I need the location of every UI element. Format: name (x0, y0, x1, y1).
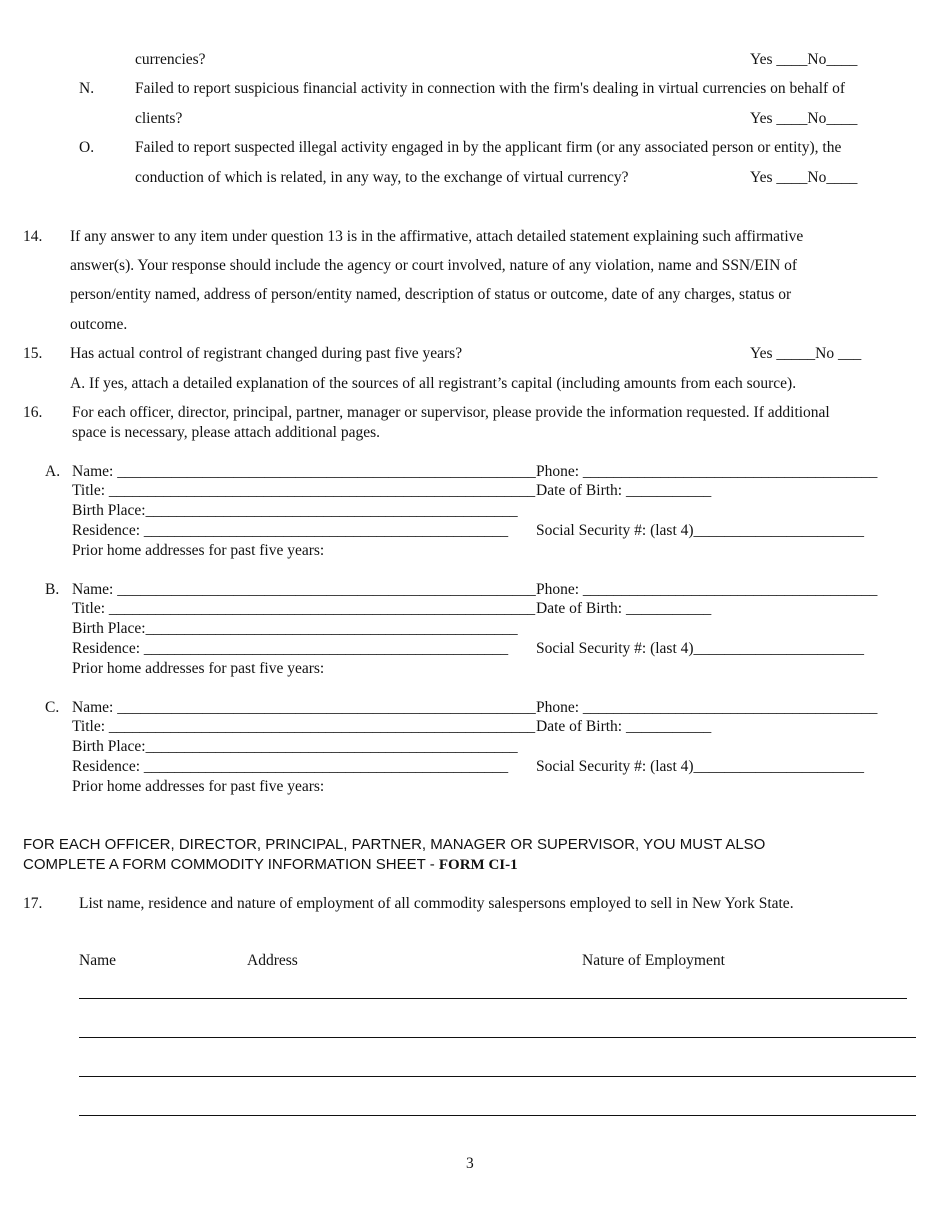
q15-number: 15. (23, 345, 43, 362)
q13n-yes-no[interactable]: Yes ____No____ (750, 110, 858, 127)
block-b-name-field[interactable]: Name: ______________________________________________________ (72, 581, 536, 598)
block-b-dob-field[interactable]: Date of Birth: ___________ (536, 600, 712, 617)
notice-line2 (23, 856, 518, 874)
q13o-yes-no[interactable]: Yes ____No____ (750, 169, 858, 186)
block-b-prior-addresses: Prior home addresses for past five years: (72, 660, 325, 677)
page-number: 3 (466, 1155, 474, 1172)
block-b-ssn-field[interactable]: Social Security #: (last 4)______________________ (536, 640, 865, 657)
q14-line: answer(s). Your response should include the agency or court involved, nature of any violation, name and SSN/EIN of (70, 257, 798, 274)
salesperson-entry-line[interactable] (79, 1115, 916, 1116)
block-c-name-field[interactable]: Name: ______________________________________________________ (72, 699, 536, 716)
q13m-yes-no[interactable]: Yes ____No____ (750, 51, 858, 68)
block-a-letter: A. (45, 463, 61, 480)
block-b-birth-place-field[interactable]: Birth Place:________________________________________________ (72, 620, 518, 637)
q13n-label: N. (79, 80, 95, 97)
block-a-birth-place-field[interactable]: Birth Place:________________________________________________ (72, 502, 518, 519)
block-a-ssn-field[interactable]: Social Security #: (last 4)______________________ (536, 522, 865, 539)
block-c-letter: C. (45, 699, 60, 716)
block-a-name-field[interactable]: Name: ______________________________________________________ (72, 463, 536, 480)
q14-line: outcome. (70, 316, 128, 333)
block-b-letter: B. (45, 581, 60, 598)
block-c-phone-field[interactable]: Phone: ______________________________________ (536, 699, 878, 716)
salesperson-entry-line[interactable] (79, 1076, 916, 1077)
form-ci1-reference: FORM CI-1 (438, 857, 518, 873)
block-a-phone-field[interactable]: Phone: ______________________________________ (536, 463, 878, 480)
salesperson-entry-line[interactable] (79, 1037, 916, 1038)
q16-text-line2: space is necessary, please attach additional pages. (72, 424, 381, 441)
q13m-continuation: currencies? (135, 51, 206, 68)
block-a-title-field[interactable]: Title: _______________________________________________________ (72, 482, 536, 499)
block-a-prior-addresses: Prior home addresses for past five years: (72, 542, 325, 559)
salesperson-entry-line[interactable] (79, 998, 907, 999)
block-c-prior-addresses: Prior home addresses for past five years: (72, 778, 325, 795)
block-a-dob-field[interactable]: Date of Birth: ___________ (536, 482, 712, 499)
notice-line1: FOR EACH OFFICER, DIRECTOR, PRINCIPAL, PARTNER, MANAGER OR SUPERVISOR, YOU MUST ALSO (23, 836, 766, 853)
block-c-birth-place-field[interactable]: Birth Place:________________________________________________ (72, 738, 518, 755)
block-c-ssn-field[interactable]: Social Security #: (last 4)______________________ (536, 758, 865, 775)
q13n-text-line1: Failed to report suspicious financial activity in connection with the firm's dealing in virtual currencies on behalf of (135, 80, 845, 97)
q15-yes-no[interactable]: Yes _____No ___ (750, 345, 862, 362)
q14-line: person/entity named, address of person/entity named, description of status or outcome, date of any charges, status or (70, 286, 792, 303)
q16-number: 16. (23, 404, 43, 421)
q17-number: 17. (23, 895, 43, 912)
col-header-name: Name (79, 952, 117, 969)
q15-question: Has actual control of registrant changed during past five years? (70, 345, 463, 362)
col-header-nature: Nature of Employment (582, 952, 725, 969)
q14-line: If any answer to any item under question 13 is in the affirmative, attach detailed statement explaining such affirmative (70, 228, 804, 245)
q15-sub-a: A. If yes, attach a detailed explanation of the sources of all registrant’s capital (including amounts from each source). (70, 375, 797, 392)
block-c-title-field[interactable]: Title: _______________________________________________________ (72, 718, 536, 735)
q17-text: List name, residence and nature of employment of all commodity salespersons employed to sell in New York State. (79, 895, 794, 912)
q13o-label: O. (79, 139, 95, 156)
q13o-text-line2: conduction of which is related, in any way, to the exchange of virtual currency? (135, 169, 629, 186)
block-b-residence-field[interactable]: Residence: _______________________________________________ (72, 640, 509, 657)
q14-number: 14. (23, 228, 43, 245)
block-a-residence-field[interactable]: Residence: _______________________________________________ (72, 522, 509, 539)
q13o-text-line1: Failed to report suspected illegal activity engaged in by the applicant firm (or any associated person or entity), the (135, 139, 842, 156)
block-b-phone-field[interactable]: Phone: ______________________________________ (536, 581, 878, 598)
notice-line2-text: COMPLETE A FORM COMMODITY INFORMATION SHEET - (23, 856, 439, 873)
col-header-address: Address (247, 952, 298, 969)
block-c-dob-field[interactable]: Date of Birth: ___________ (536, 718, 712, 735)
block-b-title-field[interactable]: Title: _______________________________________________________ (72, 600, 536, 617)
q16-text-line1: For each officer, director, principal, partner, manager or supervisor, please provide the information requested. If additional (72, 404, 830, 421)
block-c-residence-field[interactable]: Residence: _______________________________________________ (72, 758, 509, 775)
q13n-text-line2: clients? (135, 110, 183, 127)
